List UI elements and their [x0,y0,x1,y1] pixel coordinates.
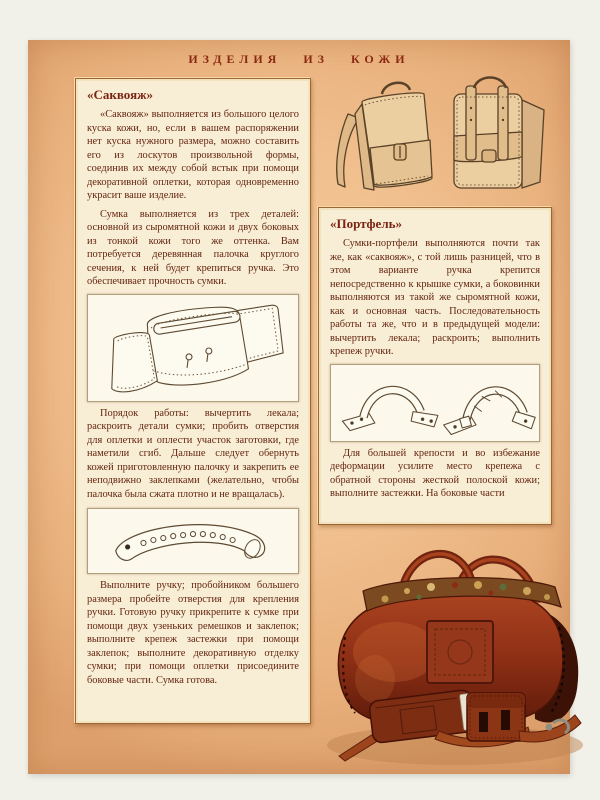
laced-handle-drawing [88,509,298,573]
laced-handle-figure [87,508,299,574]
portfel-panel [318,207,552,525]
bag-parts-figure [87,294,299,402]
portfel-paragraph-2: Для большей крепости и во избежание деформации усилите место крепежа с обратной стороны жесткой полоской кожи; выполните застежки. На боковые части [330,447,540,500]
sakvoyazh-paragraph-3: Порядок работы: вычертить лекала; раскроить детали сумки; пробить отверстия для оплетки и оплести участок заготовки, где наметили сгиб. Дальше следует обернуть кожей приготовленную палочку и закрепить ее неподвижно заклепками (желательно, чтобы палочка была сжата плотно и не вращалась). [87,407,299,500]
sakvoyazh-paragraph-2: Сумка выполняется из трех деталей: основной из сыромятной кожи и двух боковых из тонкой кожи того же оттенка. Вам потребуется деревянная палочка круглого сечения, к ней будет крепиться ручка. Это обеспечивает прочность сумки. [87,208,299,288]
portfel-paragraph-1: Сумки-портфели выполняются почти так же, как «саквояж», с той лишь разницей, что в этом варианте ручка крепится непосредственно к крышке сумки, а боковинки выполняются из такой же сыромятной кожи, как и основная часть. Последовательность работы та же, что и в предыдущей модели: вычертить лекала; раскроить; выполнить крепеж ручки. [330,238,540,358]
sakvoyazh-paragraph-4: Выполните ручку; пробойником большего размера пробейте отверстия для крепления ручки. Готовую ручку прикрепите к сумке при помощи двух узеньких ремешков и заклепок; выполните крепеж застежки при помощи заклепок; выполните декоративную отделку сумки; при помощи оплетки присоедините боковые части. Сумка готова. [87,580,299,686]
portfel-heading: «Портфель» [330,216,402,231]
book-page [28,40,570,774]
leather-bag-photo [315,527,595,774]
bag-parts-drawing [88,295,298,401]
sakvoyazh-paragraph-1: «Саквояж» выполняется из большого целого куска кожи, но, если в вашем распоряжении нет куска нужного размера, можно составить его из лоскутов произвольной формы, соединив их между собой встык при помощи декоративной оплетки, которая одновременно украсит ваше изделие. [87,109,299,202]
sakvoyazh-panel [75,78,311,724]
leather-bag-photo-drawing [315,527,595,774]
sakvoyazh-heading: «Саквояж» [87,87,154,102]
handle-pair-drawing [331,365,539,441]
satchels-illustration [328,58,566,203]
satchels-drawing [328,58,566,203]
page-header-title: ИЗДЕЛИЯ ИЗ КОЖИ [188,52,410,66]
handle-pair-figure [330,364,540,442]
